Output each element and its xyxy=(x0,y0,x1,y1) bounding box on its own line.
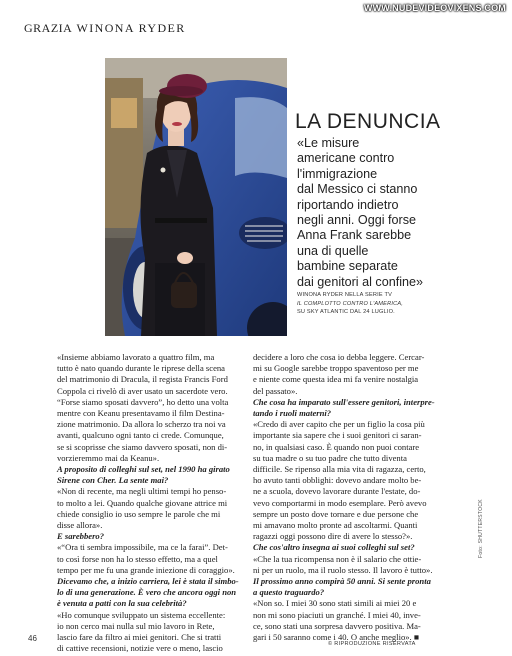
article-line: “Forse siamo sposati davvero”, ho detto una volta xyxy=(57,396,229,407)
article-line: Dicevamo che, a inizio carriera, lei è stata il simbo- xyxy=(57,576,239,587)
pull-quote-line: negli anni. Oggi forse xyxy=(297,213,417,228)
article-line: «“Ora ti sembra impossibile, ma ce la farai”. Det- xyxy=(57,542,228,553)
photo-illustration xyxy=(105,58,287,336)
caption-line: IL COMPLOTTO CONTRO L'AMERICA, xyxy=(297,300,404,307)
pull-quote-line: una di quelle xyxy=(297,243,369,258)
article-line: Che cos'altro insegna ai suoi colleghi sul set? xyxy=(253,542,415,553)
article-line: io non cerco mai nulla sul mio lavoro in Rete, xyxy=(57,620,215,631)
section-title: LA DENUNCIA xyxy=(295,110,441,133)
article-line: ragazzi oggi possono dire di avere lo stesso?». xyxy=(253,531,413,542)
article-line: chiede consiglio io uso sempre le parole che mi xyxy=(57,508,221,519)
caption-line: SU SKY ATLANTIC DAL 24 LUGLIO. xyxy=(297,309,395,315)
article-line: se si scoprisse che siamo davvero sposati, non di- xyxy=(57,441,228,452)
article-line: di cattive recensioni, notizie vere o meno, lascio xyxy=(57,643,223,654)
article-line: del matrimonio di Dracula, il regista Francis Ford xyxy=(57,374,228,385)
pull-quote-line: riportando indietro xyxy=(297,197,399,212)
article-line: ni per un ruolo, ma il ruolo stesso. Il lavoro è tutto». xyxy=(253,564,433,575)
article-line: «Non so. I miei 30 sono stati simili ai miei 20 e xyxy=(253,598,417,609)
article-line: Il prossimo anno compirà 50 anni. Si sente pronta xyxy=(253,576,431,587)
article-line: vevo comportarmi in modo esemplare. Però avevo xyxy=(253,497,427,508)
article-line: to così forse non ha lo stesso effetto, ma a quel xyxy=(57,553,218,564)
page-number: 46 xyxy=(28,634,37,643)
pull-quote-line: americane contro xyxy=(297,151,395,166)
article-subject: WINONA RYDER xyxy=(76,21,186,35)
article-line: importante sia sapere che i suoi genitori ci saran- xyxy=(253,430,422,441)
pull-quote-line: bambine separate xyxy=(297,259,398,274)
article-line: è venuta a patti con la sua celebrità? xyxy=(57,598,187,609)
article-line: e niente come questa idea mi fa venire nostalgia xyxy=(253,374,419,385)
pull-quote-line: «Le misure xyxy=(297,136,360,150)
article-line: Che cosa ha imparato sull'essere genitori, interpre- xyxy=(253,396,435,407)
article-line: lascio fare da filtro ai miei genitori. Che si tratti xyxy=(57,632,222,643)
pull-quote-line: dal Messico ci stanno xyxy=(297,182,418,197)
article-line: tando i ruoli materni? xyxy=(253,408,332,419)
article-line: A proposito di colleghi sul set, nel 1990 ha girato xyxy=(57,464,230,475)
article-line: Sirene con Cher. La sente mai? xyxy=(57,475,169,486)
article-line: a questo traguardo? xyxy=(253,587,325,598)
article-line: no, in qualsiasi caso. È quando non puoi contare xyxy=(253,441,420,452)
page-header xyxy=(24,21,186,36)
article-line: decidere a loro che cosa io debba leggere. Cercar- xyxy=(253,352,425,362)
article-line: «Ho comunque sviluppato un sistema eccellente: xyxy=(57,609,226,620)
photo-caption xyxy=(297,291,403,317)
article-line: ne a scuola, dovevo lavorare durante l'estate, do- xyxy=(253,486,421,497)
article-line: lo di una generazione. È vero che ancora oggi non xyxy=(57,587,237,598)
article-line: gari i 50 saranno come i 40. O anche meglio». ■ xyxy=(253,632,420,643)
article-line: «Che la tua ricompensa non è il salario che ottie- xyxy=(253,553,422,564)
pull-quote xyxy=(297,136,497,290)
article-line: to molto a lei. Quando qualche giovane attrice mi xyxy=(57,497,228,508)
article-line: mi su Google sarebbe troppo spaventoso per me xyxy=(253,363,419,374)
article-line: «Insieme abbiamo lavorato a quattro film, ma xyxy=(57,352,215,362)
caption-line: WINONA RYDER NELLA SERIE TV xyxy=(297,292,393,298)
article-line: Coppola ci rivelò di aver usato un sacerdote vero. xyxy=(57,385,228,396)
article-line: «Credo di aver capito che per un figlio la cosa più xyxy=(253,419,425,430)
pull-quote-line: l'immigrazione xyxy=(297,166,378,181)
photo-credit: Foto: SHUTTERSTOCK xyxy=(478,499,484,558)
article-line: mentre con Keanu presentavamo il film Destina- xyxy=(57,408,225,419)
pull-quote-line: Anna Frank sarebbe xyxy=(297,228,412,243)
article-line: difficile. Se ripenso alla mia vita di ragazza, certo, xyxy=(253,464,426,475)
watermark: WWW.NUDEVIDEOVIXENS.COM xyxy=(363,3,506,13)
article-line: non mi sono piaciuti un granché. I miei 40, inve- xyxy=(253,609,421,620)
article-line: ho avuto tanti obblighi: dovevo andare molto be- xyxy=(253,475,422,486)
article-line: avanti, qualcuno ogni tanto ci crede. Comunque, xyxy=(57,430,224,441)
article-line: disse allora». xyxy=(57,520,103,531)
copyright-notice: © RIPRODUZIONE RISERVATA xyxy=(328,641,416,647)
article-line: «Non di recente, ma negli ultimi tempi ho penso- xyxy=(57,486,227,497)
pull-quote-line: dai genitori al confine» xyxy=(297,274,424,289)
article-line: mi amavano molto pronte ad ascoltarmi. Quanti xyxy=(253,520,418,531)
article-line: E sarebbero? xyxy=(57,531,105,542)
article-line: tempo per me fu una grande iniezione di coraggio». xyxy=(57,564,235,575)
article-line: tutto è nato quando durante le riprese della scena xyxy=(57,363,225,374)
article-column-2 xyxy=(253,352,446,643)
article-column-1 xyxy=(57,352,249,654)
magazine-name: GRAZIA xyxy=(24,21,73,35)
article-line: del passato». xyxy=(253,385,298,396)
article-line: ce, sono stati una sorpresa davvero positiva. Ma- xyxy=(253,620,421,631)
article-line: su tua madre o su tuo padre che tutto diventa xyxy=(253,452,407,463)
article-photo xyxy=(105,58,287,336)
article-line: vorzieremmo mai da Keanu». xyxy=(57,452,160,463)
article-line: sempre un posto dove tornare e due persone che xyxy=(253,508,419,519)
article-line: zione matrimonio. Da allora lo scherzo tra noi va xyxy=(57,419,226,430)
